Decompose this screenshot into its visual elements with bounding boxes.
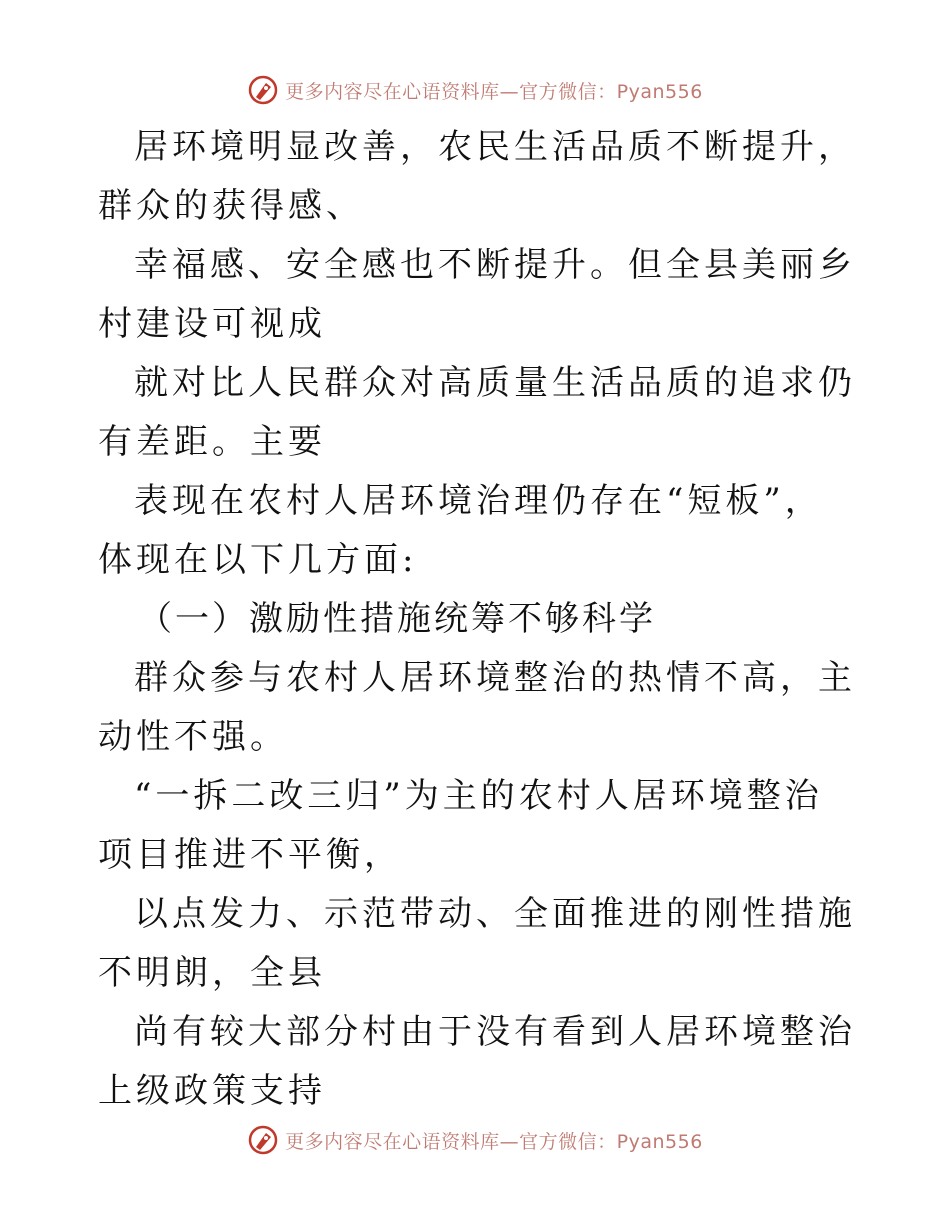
pen-nib-logo-icon bbox=[247, 1124, 279, 1156]
paragraph: 表现在农村人居环境治理仍存在“短板”，体现在以下几方面: bbox=[98, 481, 823, 580]
watermark-text: 更多内容尽在心语资料库—官方微信：Pyan556 bbox=[285, 1130, 703, 1153]
paragraph: 尚有较大部分村由于没有看到人居环境整治上级政策支持 bbox=[98, 1012, 856, 1111]
paragraph: 以点发力、示范带动、全面推进的刚性措施不明朗，全县 bbox=[98, 894, 856, 993]
section-heading: （一）激励性措施统筹不够科学 bbox=[138, 599, 656, 639]
footer-watermark bbox=[0, 1122, 950, 1158]
watermark-text: 更多内容尽在心语资料库—官方微信：Pyan556 bbox=[285, 80, 703, 103]
paragraph: “一拆二改三归”为主的农村人居环境整治项目推进不平衡， bbox=[98, 776, 823, 875]
paragraph: 居环境明显改善，农民生活品质不断提升，群众的获得感、 bbox=[98, 127, 856, 226]
pen-nib-logo-icon bbox=[247, 74, 279, 106]
document-body bbox=[98, 118, 858, 1121]
header-watermark bbox=[0, 72, 950, 108]
paragraph: 就对比人民群众对高质量生活品质的追求仍有差距。主要 bbox=[98, 363, 856, 462]
paragraph: 群众参与农村人居环境整治的热情不高，主动性不强。 bbox=[98, 658, 856, 757]
paragraph: 幸福感、安全感也不断提升。但全县美丽乡村建设可视成 bbox=[98, 245, 856, 344]
